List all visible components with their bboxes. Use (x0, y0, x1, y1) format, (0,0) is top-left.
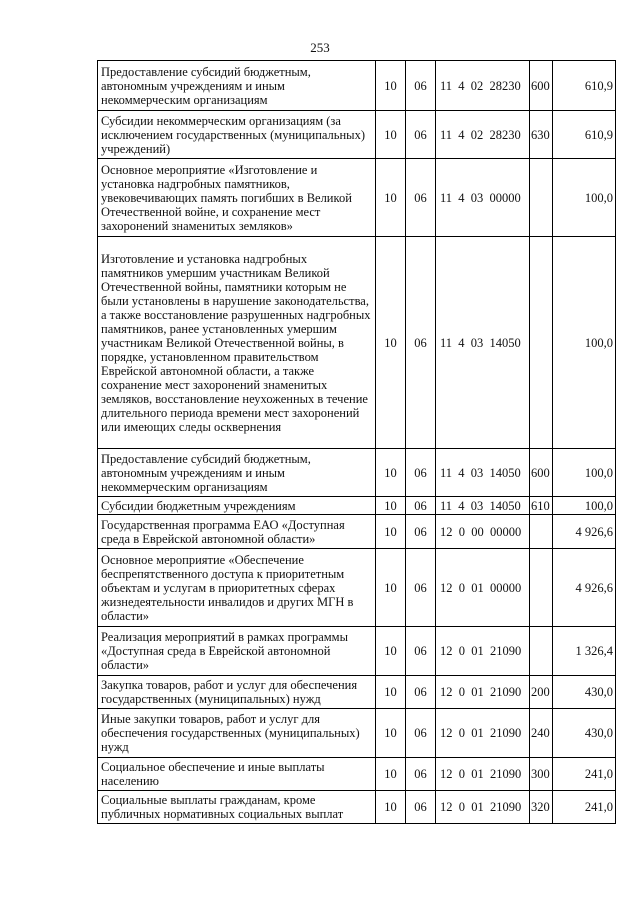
row-rz: 10 (376, 549, 406, 627)
row-vr: 200 (530, 676, 553, 709)
row-vr: 600 (530, 449, 553, 497)
row-pr: 06 (406, 791, 436, 824)
row-csr: 11 4 03 14050 (436, 449, 530, 497)
row-name: Субсидии бюджетным учреждениям (98, 497, 376, 515)
row-csr: 11 4 03 14050 (436, 497, 530, 515)
row-name: Иные закупки товаров, работ и услуг для обеспечения государственных (муниципальных) нужд (98, 709, 376, 758)
row-name: Социальные выплаты гражданам, кроме публичных нормативных социальных выплат (98, 791, 376, 824)
table-row (98, 497, 616, 515)
row-rz: 10 (376, 237, 406, 449)
row-pr: 06 (406, 676, 436, 709)
row-pr: 06 (406, 709, 436, 758)
row-name: Реализация мероприятий в рамках программы «Доступная среда в Еврейской автономной области» (98, 627, 376, 676)
table-row (98, 237, 616, 449)
row-vr (530, 159, 553, 237)
row-pr: 06 (406, 515, 436, 549)
row-sum: 430,0 (553, 709, 616, 758)
row-rz: 10 (376, 676, 406, 709)
row-sum: 100,0 (553, 497, 616, 515)
table-row (98, 61, 616, 111)
table-row (98, 549, 616, 627)
row-csr: 12 0 01 21090 (436, 676, 530, 709)
row-csr: 12 0 01 21090 (436, 627, 530, 676)
row-csr: 12 0 01 21090 (436, 709, 530, 758)
row-sum: 100,0 (553, 159, 616, 237)
row-vr: 610 (530, 497, 553, 515)
table-row (98, 449, 616, 497)
row-sum: 610,9 (553, 111, 616, 159)
table-row (98, 515, 616, 549)
row-pr: 06 (406, 758, 436, 791)
row-csr: 11 4 02 28230 (436, 111, 530, 159)
row-rz: 10 (376, 627, 406, 676)
table-row (98, 159, 616, 237)
row-csr: 11 4 02 28230 (436, 61, 530, 111)
row-rz: 10 (376, 111, 406, 159)
row-vr (530, 237, 553, 449)
budget-table (97, 60, 616, 824)
row-rz: 10 (376, 791, 406, 824)
row-sum: 100,0 (553, 237, 616, 449)
row-vr (530, 549, 553, 627)
row-pr: 06 (406, 497, 436, 515)
table-row (98, 627, 616, 676)
row-csr: 12 0 00 00000 (436, 515, 530, 549)
table-row (98, 758, 616, 791)
row-pr: 06 (406, 449, 436, 497)
row-name: Государственная программа ЕАО «Доступная среда в Еврейской автономной области» (98, 515, 376, 549)
row-sum: 4 926,6 (553, 549, 616, 627)
row-name: Основное мероприятие «Обеспечение беспрепятственного доступа к приоритетным объектам и услугам в приоритетных сферах жизнедеятельности инвалидов и других МГН в области» (98, 549, 376, 627)
row-rz: 10 (376, 449, 406, 497)
row-pr: 06 (406, 237, 436, 449)
row-vr (530, 515, 553, 549)
row-name: Предоставление субсидий бюджетным, автономным учреждениям и иным некоммерческим организациям (98, 61, 376, 111)
row-sum: 241,0 (553, 791, 616, 824)
row-pr: 06 (406, 111, 436, 159)
row-pr: 06 (406, 549, 436, 627)
row-rz: 10 (376, 709, 406, 758)
row-name: Субсидии некоммерческим организациям (за исключением государственных (муниципальных) учреждений) (98, 111, 376, 159)
row-vr (530, 627, 553, 676)
row-vr: 630 (530, 111, 553, 159)
row-sum: 430,0 (553, 676, 616, 709)
row-rz: 10 (376, 61, 406, 111)
row-rz: 10 (376, 159, 406, 237)
row-pr: 06 (406, 159, 436, 237)
page-number: 253 (310, 40, 330, 55)
row-vr: 320 (530, 791, 553, 824)
row-vr: 600 (530, 61, 553, 111)
table-row (98, 676, 616, 709)
row-sum: 610,9 (553, 61, 616, 111)
row-csr: 12 0 01 21090 (436, 758, 530, 791)
row-rz: 10 (376, 515, 406, 549)
table-row (98, 791, 616, 824)
row-csr: 11 4 03 00000 (436, 159, 530, 237)
row-name: Предоставление субсидий бюджетным, автономным учреждениям и иным некоммерческим организациям (98, 449, 376, 497)
table-row (98, 111, 616, 159)
row-sum: 241,0 (553, 758, 616, 791)
row-sum: 1 326,4 (553, 627, 616, 676)
row-csr: 12 0 01 21090 (436, 791, 530, 824)
row-sum: 100,0 (553, 449, 616, 497)
row-rz: 10 (376, 758, 406, 791)
table-row (98, 709, 616, 758)
row-pr: 06 (406, 61, 436, 111)
row-csr: 11 4 03 14050 (436, 237, 530, 449)
row-name: Социальное обеспечение и иные выплаты населению (98, 758, 376, 791)
row-vr: 300 (530, 758, 553, 791)
row-pr: 06 (406, 627, 436, 676)
row-name: Изготовление и установка надгробных памятников умершим участникам Великой Отечественной войны, памятники которым не были установлены в нарушение законодательства, а также восстановление разрушенных надгробных памятников, ранее установленных умершим участникам Великой Отечественной войны, в порядке, установленном правительством Еврейской автономной области, а также сохранение мест захоронений знаменитых земляков, восстановление неухоженных в течение длительного периода времени мест захоронений или имеющих следы осквернения (98, 237, 376, 449)
row-name: Основное мероприятие «Изготовление и установка надгробных памятников, увековечивающих память погибших в Великой Отечественной войне, и сохранение мест захоронений знаменитых земляков» (98, 159, 376, 237)
row-csr: 12 0 01 00000 (436, 549, 530, 627)
row-sum: 4 926,6 (553, 515, 616, 549)
row-name: Закупка товаров, работ и услуг для обеспечения государственных (муниципальных) нужд (98, 676, 376, 709)
row-vr: 240 (530, 709, 553, 758)
row-rz: 10 (376, 497, 406, 515)
